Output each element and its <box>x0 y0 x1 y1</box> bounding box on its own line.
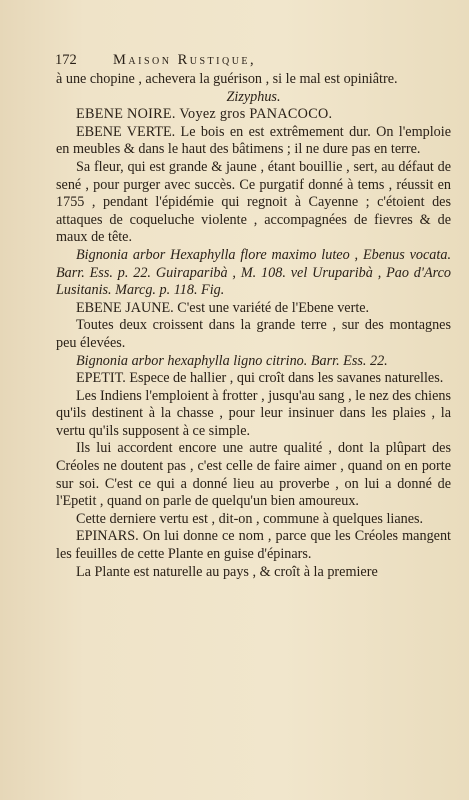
entry-paragraph: EBENE NOIRE. Voyez gros PANACOCO. <box>76 106 333 123</box>
page-number: 172 <box>55 52 77 68</box>
entry-paragraph: Ils lui accordent encore une autre qualité , dont la plûpart des Créoles ne doutent pas , c'est celle de faire aimer , quand on en porte sur soi. C'est ce qui a donné lieu au proverbe , on lui a donné de l'Epetit , quand on parle de quelqu'un bien amoureux. <box>56 440 451 510</box>
entry-paragraph: EPETIT. Espece de hallier , qui croît dans les savanes naturelles. <box>76 370 444 387</box>
latin-reference: Bignonia arbor Hexaphylla flore maximo luteo , Ebenus vocata. Barr. Ess. p. 22. Guiraparibà , M. 108. vel Uruparibà , Pao d'Arco Lusitanis. Marcg. p. 118. Fig. <box>56 246 451 299</box>
entry-paragraph: La Plante est naturelle au pays , & croît à la premiere <box>76 563 378 580</box>
body-text <box>56 71 451 581</box>
entry-paragraph: EPINARS. On lui donne ce nom , parce que les Créoles mangent les feuilles de cette Plante en guise d'épinars. <box>56 528 451 563</box>
latin-reference: Bignonia arbor hexaphylla ligno citrino. Barr. Ess. 22. <box>76 352 388 369</box>
entry-paragraph: Les Indiens l'emploient à frotter , jusqu'au sang , le nez des chiens qu'ils destinent à la chasse , pour leur insinuer dans les plaies , la vertu qu'ils supposent à ce simple. <box>56 387 451 439</box>
paragraph: à une chopine , achevera la guérison , si le mal est opiniâtre. <box>56 71 398 87</box>
entry-paragraph: Sa fleur, qui est grande & jaune , étant bouillie , sert, au défaut de sené , pour purger avec succès. Ce purgatif donné à tems , réussit en 1755 , pendant l'épidémie qui regnoit à Cayenne ; c'étoient des attaques de coqueluche violente , accompagnées de fievres & de maux de tête. <box>56 158 451 246</box>
entry-paragraph: Toutes deux croissent dans la grande terre , sur des montagnes peu élevées. <box>56 317 451 351</box>
entry-paragraph: EBENE VERTE. Le bois en est extrêmement dur. On l'emploie en meubles & dans le haut des bâtimens ; il ne dure pas en terre. <box>56 123 451 158</box>
entry-paragraph: EBENE JAUNE. C'est une variété de l'Ebene verte. <box>76 299 370 316</box>
entry-paragraph: Cette derniere vertu est , dit-on , commune à quelques lianes. <box>76 510 424 527</box>
latin-heading: Zizyphus. <box>226 88 281 105</box>
running-title: Maison Rustique, <box>113 52 257 68</box>
